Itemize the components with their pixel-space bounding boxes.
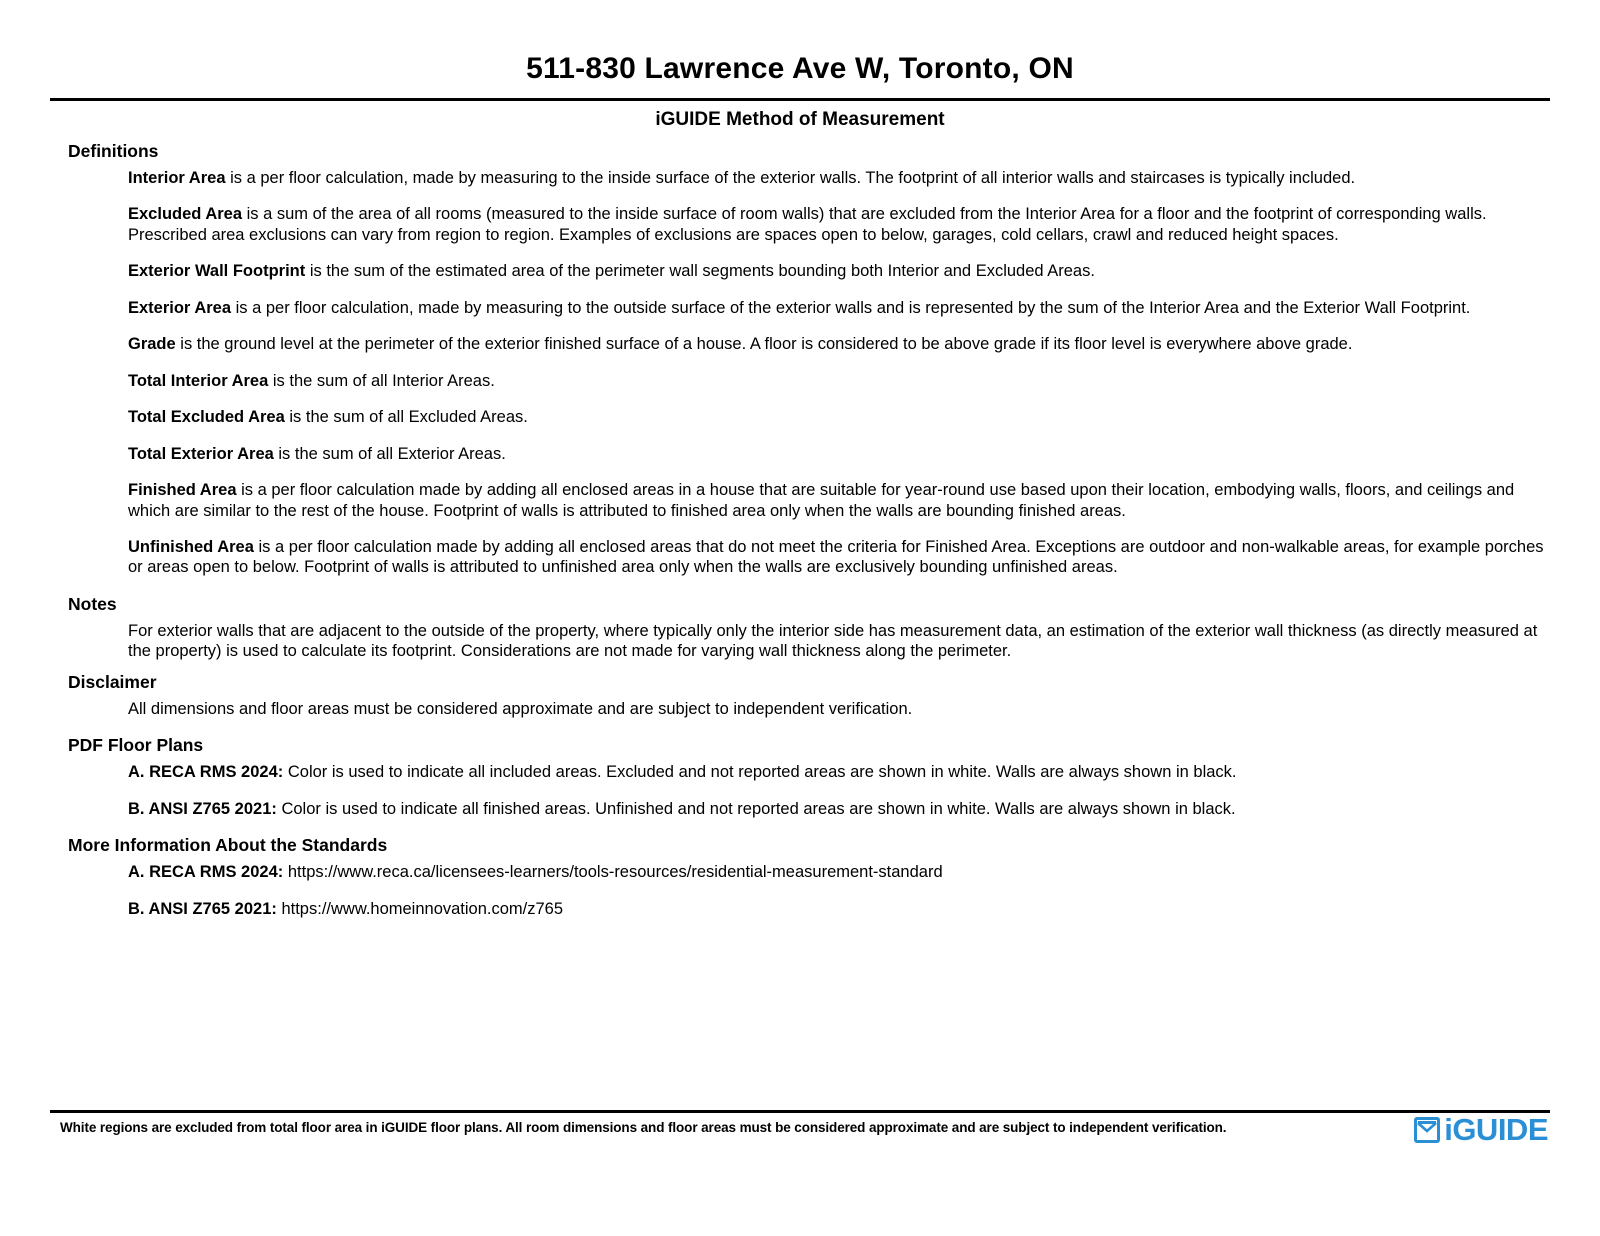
disclaimer-text: All dimensions and floor areas must be considered approximate and are subject to independent verification. <box>128 699 913 718</box>
pdf-plan-text: Color is used to indicate all included areas. Excluded and not reported areas are shown in white. Walls are always shown in black. <box>283 763 1237 782</box>
definition-term: Unfinished Area <box>128 537 254 556</box>
definition-total-exterior-area <box>128 444 1550 464</box>
standard-url[interactable]: https://www.reca.ca/licensees-learners/tools-resources/residential-measurement-standard <box>283 863 943 882</box>
pdf-plan-ansi <box>128 799 1550 819</box>
definition-text: is the sum of all Excluded Areas. <box>284 408 528 427</box>
standard-term: B. ANSI Z765 2021: <box>128 899 277 918</box>
definition-term: Exterior Area <box>128 298 232 317</box>
definition-text: is a per floor calculation, made by measuring to the inside surface of the exterior walls. The footprint of all interior walls and staircases is typically included. <box>225 169 1356 187</box>
page-title: 511-830 Lawrence Ave W, Toronto, ON <box>526 52 1074 85</box>
definition-text: is the sum of the estimated area of the perimeter wall segments bounding both Interior and Excluded Areas. <box>305 262 1095 281</box>
envelope-icon <box>1414 1117 1440 1143</box>
brand-name: iGUIDE <box>1444 1112 1548 1147</box>
definition-finished-area <box>128 480 1550 521</box>
definition-text: is the ground level at the perimeter of the exterior finished surface of a house. A floor is considered to be above grade if its floor level is everywhere above grade. <box>175 335 1353 354</box>
pdf-plan-reca <box>128 762 1550 782</box>
definition-term: Grade <box>128 335 176 354</box>
standard-link-ansi <box>128 899 1550 919</box>
iguide-logo <box>1414 1114 1548 1145</box>
section-heading-standards: More Information About the Standards <box>68 835 388 856</box>
section-heading-definitions: Definitions <box>68 141 159 161</box>
footer-note: White regions are excluded from total floor area in iGUIDE floor plans. All room dimensions and floor areas must be considered approximate and are subject to independent verification. <box>60 1120 1227 1135</box>
standard-term: A. RECA RMS 2024: <box>128 863 284 882</box>
definition-total-excluded-area <box>128 407 1550 427</box>
section-heading-pdf-floor-plans: PDF Floor Plans <box>68 735 204 756</box>
section-heading-disclaimer: Disclaimer <box>68 671 157 692</box>
standard-link-reca <box>128 862 1550 882</box>
standard-url[interactable]: https://www.homeinnovation.com/z765 <box>276 899 564 918</box>
definition-text: is a sum of the area of all rooms (measured to the inside surface of room walls) that are excluded from the Interior Area for a floor and the footprint of corresponding walls. Prescribed area exclusions can vary from region to region. Examples of exclusions are spaces open to below, garages, cold cellars, crawl and reduced height spaces. <box>128 205 1487 244</box>
definition-exterior-area <box>128 298 1550 318</box>
definition-excluded-area <box>128 204 1550 245</box>
definition-term: Total Exterior Area <box>128 444 274 463</box>
definition-term: Total Interior Area <box>128 371 269 390</box>
definition-term: Finished Area <box>128 481 237 500</box>
section-heading-notes: Notes <box>68 593 117 614</box>
definition-total-interior-area <box>128 371 1550 391</box>
footer-divider <box>50 1110 1550 1113</box>
definition-term: Total Excluded Area <box>128 408 285 427</box>
pdf-plan-term: B. ANSI Z765 2021: <box>128 799 277 818</box>
definition-term: Excluded Area <box>128 205 243 224</box>
pdf-plan-term: A. RECA RMS 2024: <box>128 763 284 782</box>
definition-term: Exterior Wall Footprint <box>128 262 306 281</box>
definition-text: is the sum of all Exterior Areas. <box>273 444 506 463</box>
pdf-plan-text: Color is used to indicate all finished areas. Unfinished and not reported areas are shown in white. Walls are always shown in black. <box>276 799 1236 818</box>
definition-exterior-wall-footprint <box>128 261 1550 281</box>
definition-text: is a per floor calculation, made by measuring to the outside surface of the exterior walls and is represented by the sum of the Interior Area and the Exterior Wall Footprint. <box>231 298 1471 317</box>
definition-grade <box>128 334 1550 354</box>
title-divider <box>50 98 1550 101</box>
definition-text: is a per floor calculation made by adding all enclosed areas that do not meet the criteria for Finished Area. Exceptions are outdoor and non-walkable areas, for example porches or areas open to below. Footprint of walls is attributed to unfinished area only when the walls are exclusively bounding unfinished areas. <box>128 537 1544 577</box>
definition-text: is the sum of all Interior Areas. <box>268 371 495 390</box>
definition-interior-area <box>128 168 1550 188</box>
definition-term: Interior Area <box>128 169 226 187</box>
definition-text: is a per floor calculation made by adding all enclosed areas in a house that are suitable for year-round use based upon their location, embodying walls, floors, and ceilings and which are similar to the rest of the house. Footprint of walls is attributed to finished area only when the walls are bounding finished areas. <box>128 481 1515 520</box>
definition-unfinished-area <box>128 537 1550 578</box>
document-subtitle: iGUIDE Method of Measurement <box>655 109 945 130</box>
notes-text: For exterior walls that are adjacent to the outside of the property, where typically only the interior side has measurement data, an estimation of the exterior wall thickness (as directly measured at the property) is used to calculate its footprint. Considerations are not made for varying wall thickness along the perimeter. <box>128 621 1538 661</box>
